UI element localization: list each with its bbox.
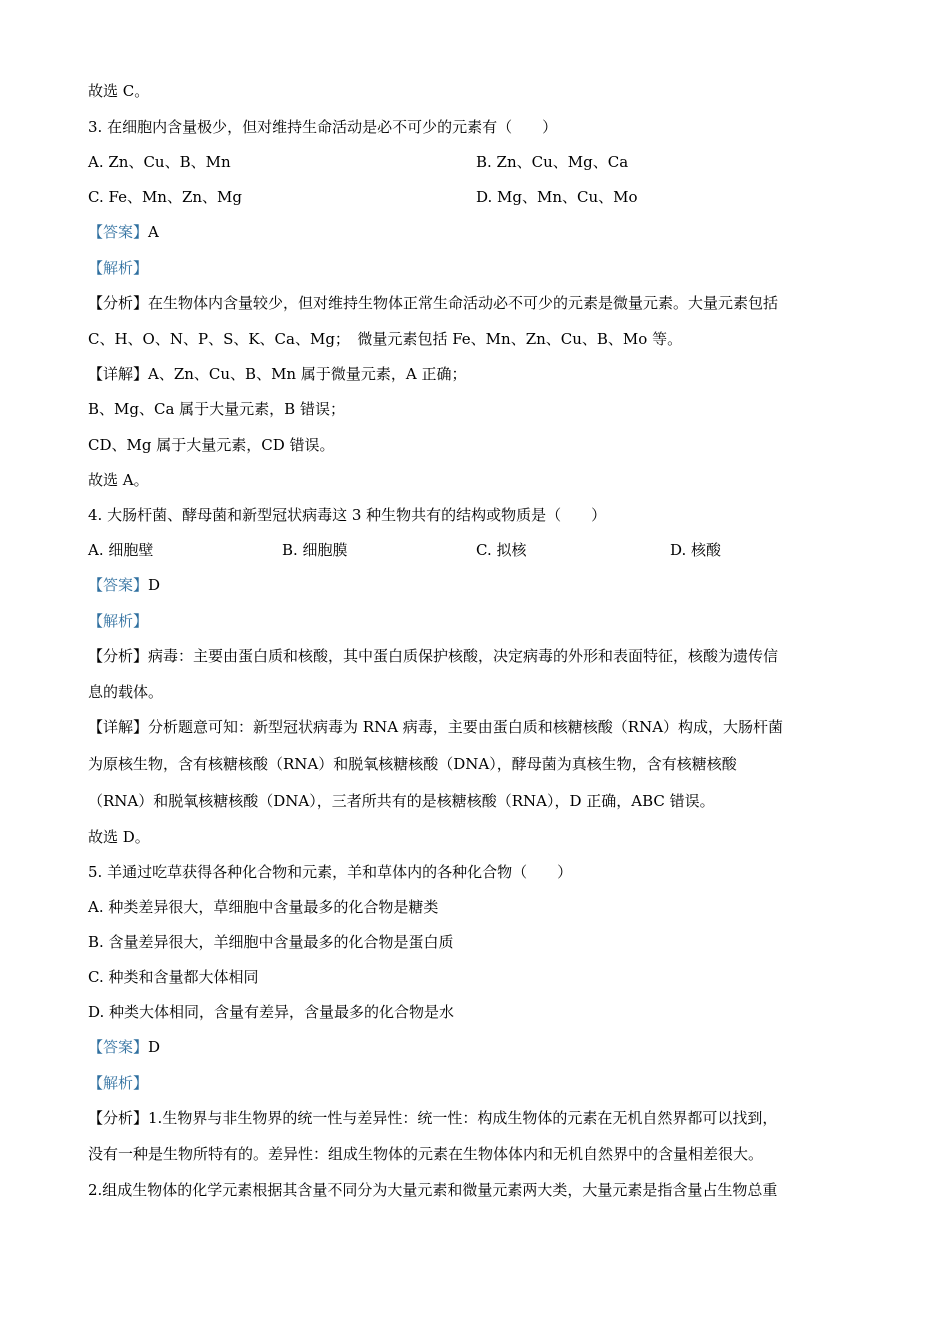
detail-line: 为原核生物，含有核糖核酸（RNA）和脱氧核糖核酸（DNA），酵母菌为真核生物，含有核糖核酸 [88,755,737,773]
answer-value: D [148,1038,161,1056]
question-5-option-a: A. 种类差异很大，草细胞中含量最多的化合物是糖类 [88,898,439,916]
detail-line: B、Mg、Ca 属于大量元素，B 错误； [88,400,345,418]
analysis-text-cont: C、H、O、N、P、S、K、Ca、Mg； 微量元素包括 Fe、Mn、Zn、Cu、B、Mo 等。 [88,330,683,348]
explanation-tag: 【解析】 [88,259,149,277]
question-5-option-d: D. 种类大体相同，含量有差异，含量最多的化合物是水 [88,1003,455,1021]
answer-tag: 【答案】 [88,1038,149,1056]
answer-value: D [148,576,161,594]
answer-line [88,575,160,595]
analysis-text-cont: 息的载体。 [88,683,164,701]
detail-line: CD、Mg 属于大量元素，CD 错误。 [88,436,335,454]
analysis-text: 病毒：主要由蛋白质和核酸，其中蛋白质保护核酸，决定病毒的外形和表面特征，核酸为遗传信 [148,647,779,665]
question-3-option-a: A. Zn、Cu、B、Mn [88,153,231,171]
question-3-option-c: C. Fe、Mn、Zn、Mg [88,188,243,206]
conclusion-line: 故选 A。 [88,471,149,489]
answer-tag: 【答案】 [88,223,149,241]
explanation-tag: 【解析】 [88,1074,149,1092]
detail-line: 【详解】A、Zn、Cu、B、Mn 属于微量元素，A 正确； [88,365,467,383]
question-5-option-b: B. 含量差异很大，羊细胞中含量最多的化合物是蛋白质 [88,933,454,951]
question-3-stem: 3. 在细胞内含量极少，但对维持生命活动是必不可少的元素有（ ） [88,118,558,136]
question-3-option-b: B. Zn、Cu、Mg、Ca [476,153,629,171]
question-3-option-d: D. Mg、Mn、Cu、Mo [476,188,638,206]
answer-line [88,1037,160,1057]
conclusion-line: 故选 D。 [88,828,150,846]
detail-line: 【详解】分析题意可知：新型冠状病毒为 RNA 病毒，主要由蛋白质和核糖核酸（RNA）构成，大肠杆菌 [88,718,784,736]
question-4-option-c: C. 拟核 [476,541,527,559]
explanation-tag: 【解析】 [88,612,149,630]
analysis-text: 1.生物界与非生物界的统一性与差异性：统一性：构成生物体的元素在无机自然界都可以找到， [148,1109,778,1127]
analysis-tag: 【分析】 [88,294,149,312]
answer-tag: 【答案】 [88,576,149,594]
conclusion-line: 故选 C。 [88,82,150,100]
question-4-option-d: D. 核酸 [670,541,722,559]
detail-line: （RNA）和脱氧核糖核酸（DNA），三者所共有的是核糖核酸（RNA），D 正确，ABC 错误。 [88,792,715,810]
analysis-tag: 【分析】 [88,1109,149,1127]
question-4-stem: 4. 大肠杆菌、酵母菌和新型冠状病毒这 3 种生物共有的结构或物质是（ ） [88,506,607,524]
question-5-option-c: C. 种类和含量都大体相同 [88,968,259,986]
analysis-text-cont: 没有一种是生物所特有的。差异性：组成生物体的元素在生物体体内和无机自然界中的含量相差很大。 [88,1145,764,1163]
question-4-option-a: A. 细胞壁 [88,541,154,559]
analysis-tag: 【分析】 [88,647,149,665]
analysis-line [88,293,778,313]
analysis-line [88,1108,777,1128]
question-4-option-b: B. 细胞膜 [282,541,348,559]
analysis-text: 在生物体内含量较少，但对维持生物体正常生命活动必不可少的元素是微量元素。大量元素包括 [148,294,779,312]
question-5-stem: 5. 羊通过吃草获得各种化合物和元素，羊和草体内的各种化合物（ ） [88,863,573,881]
answer-value: A [148,223,159,241]
answer-line [88,222,159,242]
analysis-text-cont: 2.组成生物体的化学元素根据其含量不同分为大量元素和微量元素两大类，大量元素是指含量占生物总重 [88,1181,778,1199]
analysis-line [88,646,778,666]
